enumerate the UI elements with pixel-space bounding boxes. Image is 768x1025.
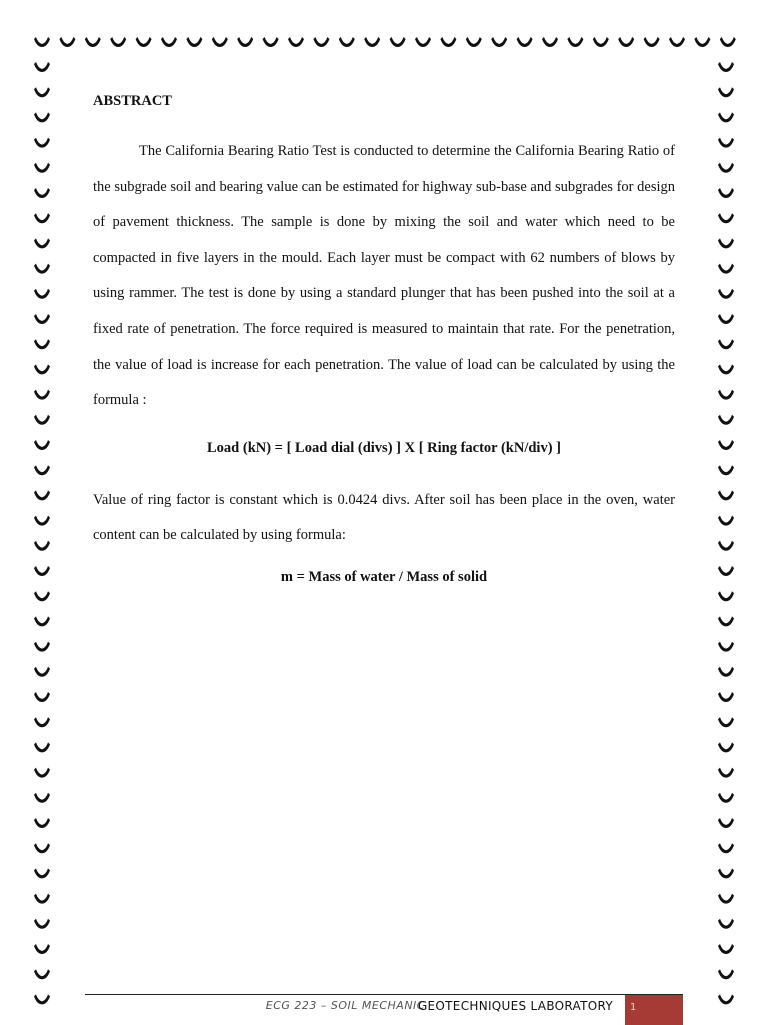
bird-icon [34,516,50,526]
bird-icon [364,37,380,47]
bird-icon [718,868,734,878]
bird-icon [85,37,101,47]
bird-icon [593,37,609,47]
bird-icon [618,37,634,47]
bird-icon [718,843,734,853]
border-left [34,62,50,1004]
bird-icon [718,390,734,400]
bird-icon [34,894,50,904]
bird-icon [718,238,734,248]
bird-icon [718,163,734,173]
bird-icon [34,667,50,677]
bird-icon [34,490,50,500]
footer-course-title: ECG 223 – SOIL MECHANIC [265,999,425,1012]
bird-icon [491,37,507,47]
bird-icon [718,768,734,778]
bird-icon [718,62,734,72]
bird-icon [136,37,152,47]
border-top [34,37,736,47]
bird-icon [339,37,355,47]
bird-icon [34,566,50,576]
bird-icon [694,37,710,47]
bird-icon [34,843,50,853]
bird-icon [718,314,734,324]
bird-icon [186,37,202,47]
bird-icon [718,894,734,904]
bird-icon [34,919,50,929]
bird-icon [34,591,50,601]
bird-icon [718,919,734,929]
bird-icon [718,465,734,475]
bird-icon [718,516,734,526]
abstract-paragraph-2: Value of ring factor is constant which is 0.0424 divs. After soil has been place in the oven, water content can be calculated by using formula: [93,491,675,544]
bird-icon [542,37,558,47]
bird-icon [59,37,75,47]
bird-icon [718,138,734,148]
bird-icon [669,37,685,47]
bird-icon [517,37,533,47]
bird-icon [34,188,50,198]
bird-icon [718,944,734,954]
page-footer [85,994,683,1025]
bird-icon [390,37,406,47]
bird-icon [212,37,228,47]
bird-icon [718,793,734,803]
bird-icon [718,289,734,299]
bird-icon [34,163,50,173]
bird-icon [718,440,734,450]
bird-icon [34,112,50,122]
bird-icon [34,642,50,652]
bird-icon [34,969,50,979]
bird-icon [34,692,50,702]
bird-icon [466,37,482,47]
bird-icon [718,818,734,828]
bird-icon [718,616,734,626]
bird-icon [718,994,734,1004]
bird-icon [718,642,734,652]
bird-icon [718,566,734,576]
bird-icon [718,969,734,979]
bird-icon [34,944,50,954]
bird-icon [718,692,734,702]
page-number: 1 [630,1002,637,1013]
bird-icon [288,37,304,47]
bird-icon [718,490,734,500]
water-content-formula: m = Mass of water / Mass of solid [280,568,488,585]
border-right [718,62,734,1004]
bird-icon [415,37,431,47]
bird-icon [34,213,50,223]
bird-icon [718,264,734,274]
bird-icon [34,339,50,349]
bird-icon [34,138,50,148]
abstract-paragraph-1: The California Bearing Ratio Test is conducted to determine the California Bearing Ratio of the subgrade soil and bearing value can be estimated for highway sub-base and subgrades for design of pavement thickness. The sample is done by mixing the soil and water which need to be compacted in five layers in the mould. Each layer must be compact with 62 numbers of blows by using rammer. The test is done by using a standard plunger that has been pushed into the soil at a fixed rate of penetration. The force required is measured to maintain that rate. For the penetration, the value of load is increase for each penetration. The value of load can be calculated by using the formula : [93,143,675,409]
bird-icon [718,188,734,198]
bird-icon [718,87,734,97]
page-number-badge [625,995,683,1025]
document-body [93,88,675,590]
bird-icon [718,541,734,551]
bird-icon [34,415,50,425]
bird-icon [34,314,50,324]
bird-icon [34,768,50,778]
bird-icon [34,868,50,878]
bird-icon [34,37,50,47]
bird-icon [34,87,50,97]
bird-icon [34,440,50,450]
bird-icon [567,37,583,47]
bird-icon [440,37,456,47]
bird-icon [34,264,50,274]
bird-icon [34,541,50,551]
bird-icon [34,818,50,828]
bird-icon [263,37,279,47]
bird-icon [34,717,50,727]
bird-icon [718,339,734,349]
bird-icon [34,793,50,803]
bird-icon [718,213,734,223]
bird-icon [34,742,50,752]
bird-icon [718,717,734,727]
bird-icon [161,37,177,47]
footer-lab-title: GEOTECHNIQUES LABORATORY [417,999,613,1013]
bird-icon [718,591,734,601]
bird-icon [34,238,50,248]
bird-icon [718,667,734,677]
bird-icon [34,364,50,374]
bird-icon [110,37,126,47]
bird-icon [237,37,253,47]
bird-icon [34,465,50,475]
bird-icon [644,37,660,47]
load-formula: Load (kN) = [ Load dial (divs) ] X [ Ring factor (kN/div) ] [207,439,561,456]
bird-icon [718,742,734,752]
bird-icon [34,616,50,626]
bird-icon [313,37,329,47]
bird-icon [720,37,736,47]
bird-icon [718,364,734,374]
bird-icon [718,415,734,425]
bird-icon [34,62,50,72]
section-heading: ABSTRACT [93,93,172,109]
bird-icon [34,390,50,400]
bird-icon [718,112,734,122]
bird-icon [34,289,50,299]
bird-icon [34,994,50,1004]
